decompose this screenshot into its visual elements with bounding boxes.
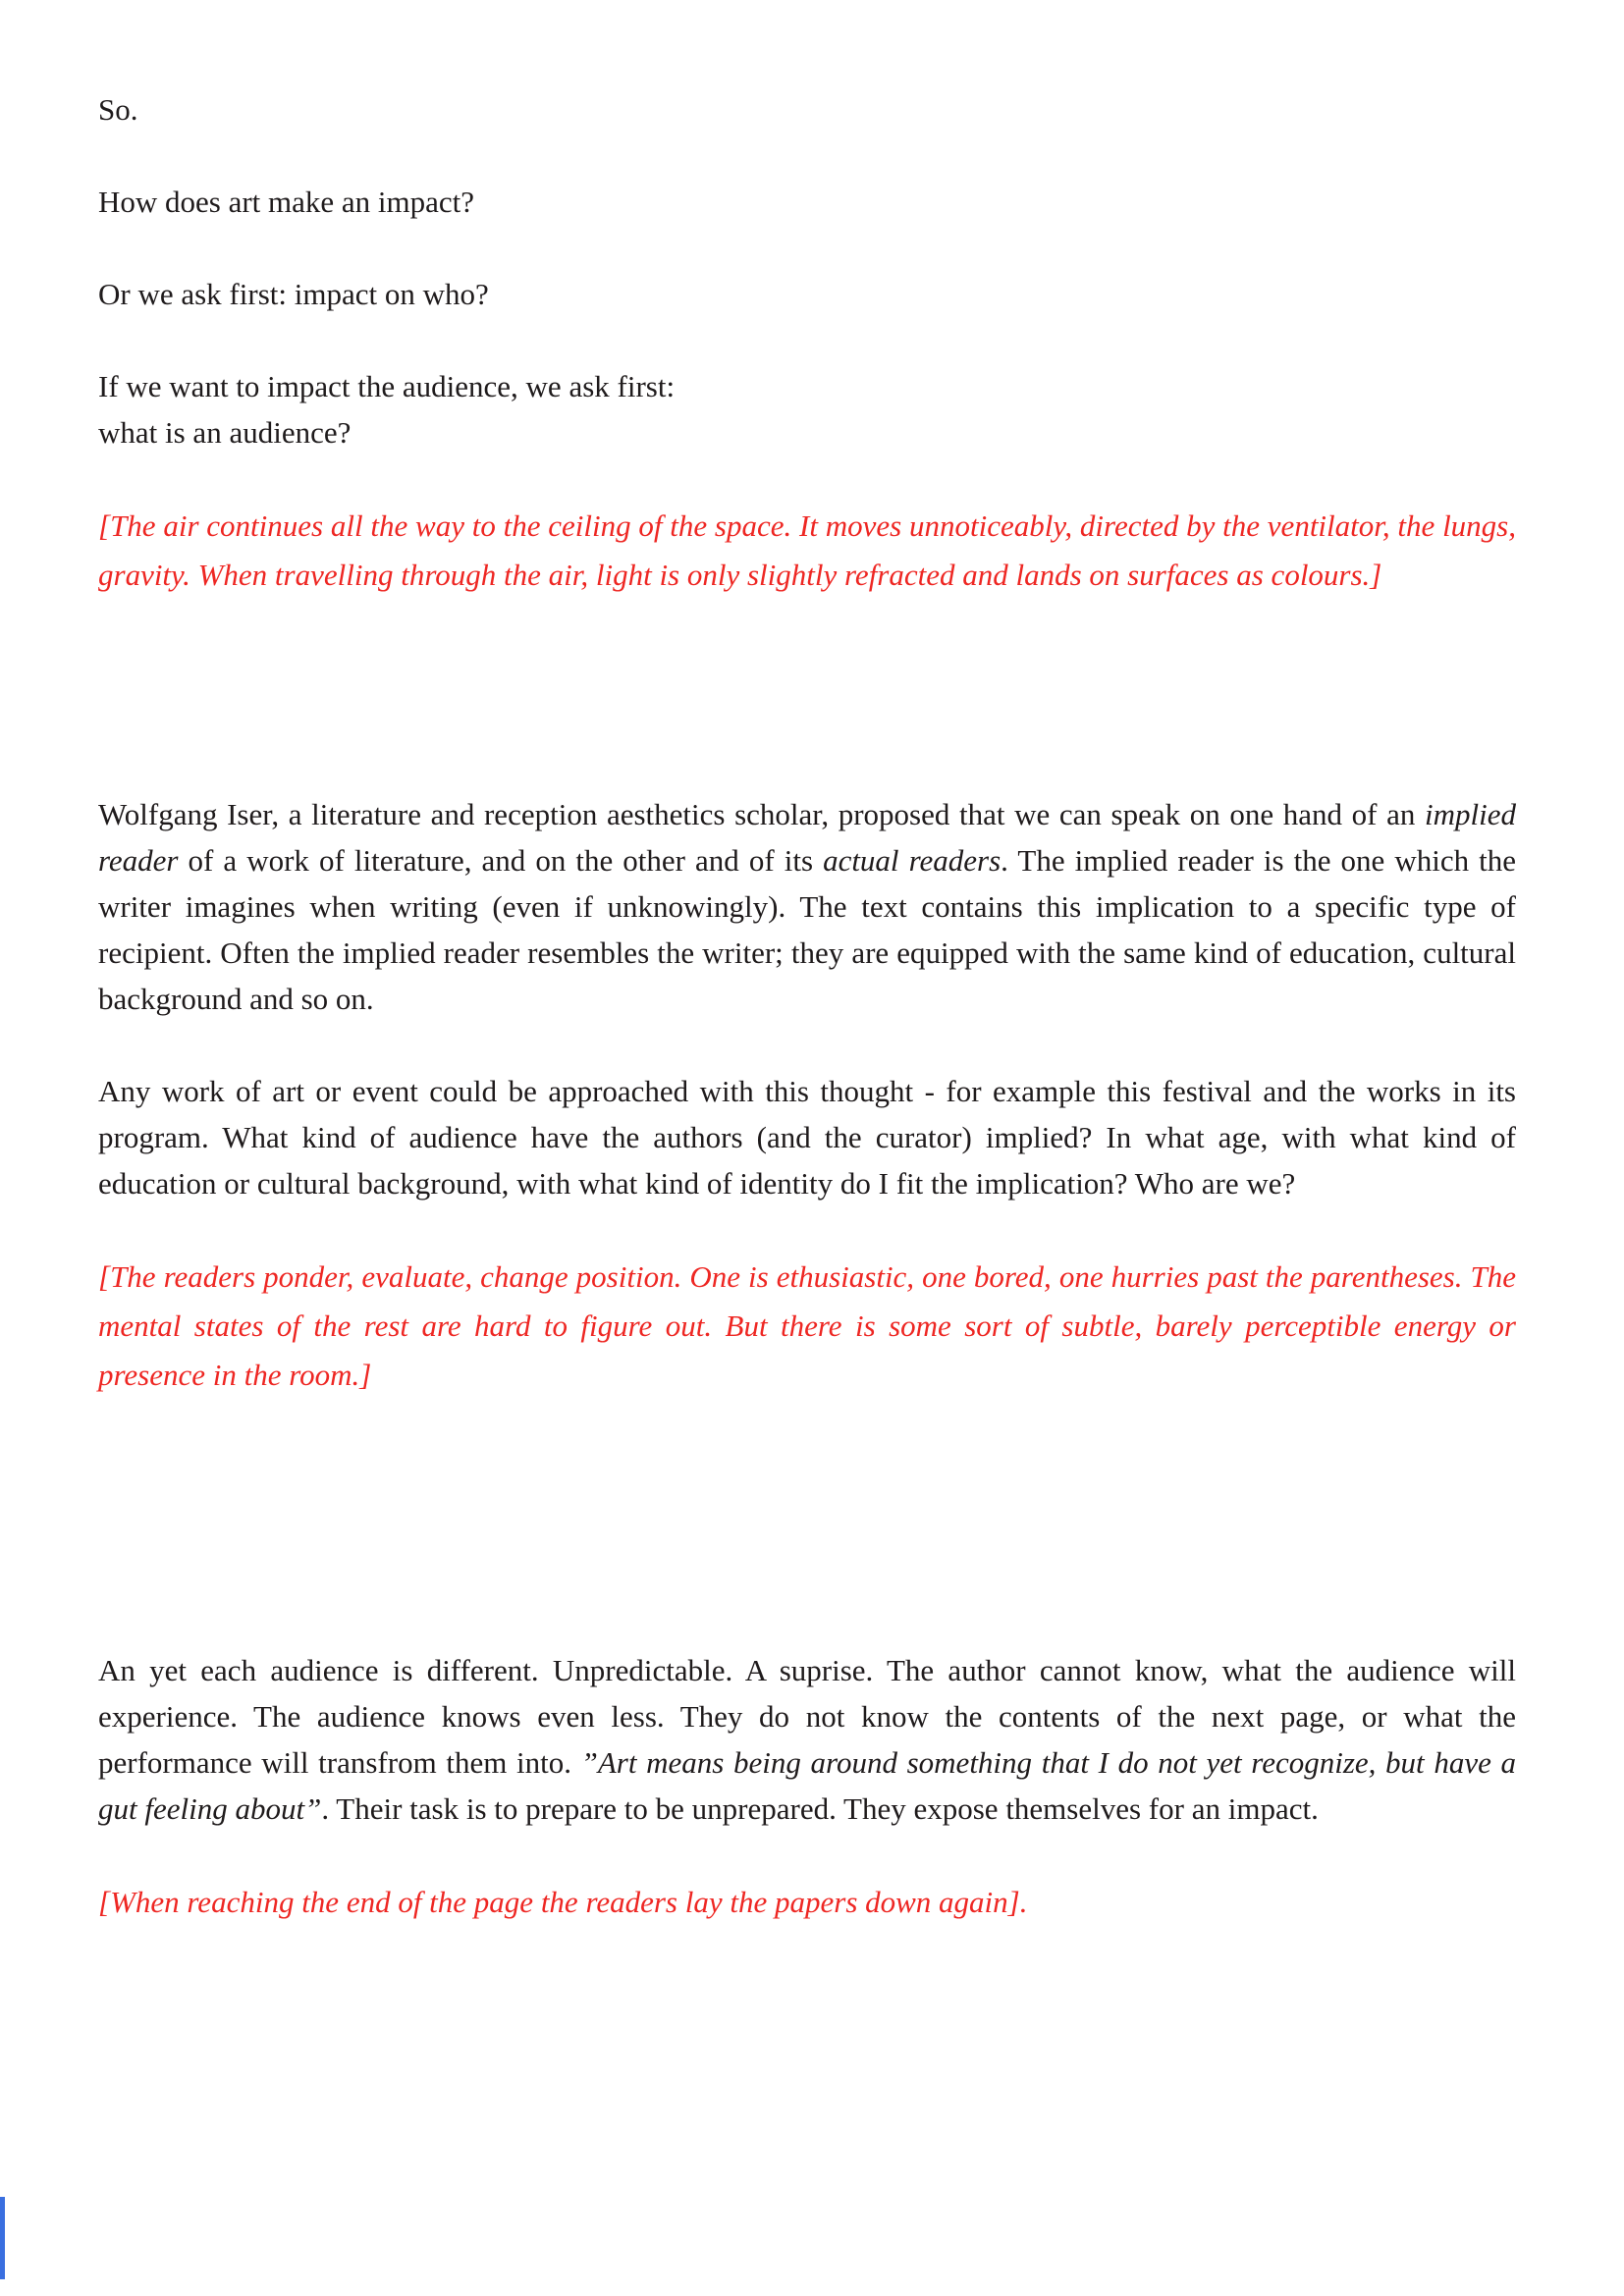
document-body xyxy=(98,86,1516,1973)
stage-direction-lay-papers-down xyxy=(98,1878,1516,1927)
text-run: So. xyxy=(98,92,138,127)
text-run: of a work of literature, and on the other and of its xyxy=(178,843,824,878)
emphasis-text: ”Art means being around something that I do not yet recognize, but have a gut feeling about” xyxy=(98,1745,1517,1826)
paragraph-wolfgang-iser xyxy=(98,791,1516,1022)
text-run: . Their task is to prepare to be unprepared. They expose themselves for an impact. xyxy=(321,1791,1319,1826)
stage-direction-air xyxy=(98,502,1516,600)
paragraph-impact-question xyxy=(98,179,1516,225)
paragraph-each-audience-different xyxy=(98,1647,1516,1832)
text-run: Wolfgang Iser, a literature and reception aesthetics scholar, proposed that we can speak on one hand of an xyxy=(98,797,1425,831)
text-run: Any work of art or event could be approached with this thought - for example this festival and the works in its program. What kind of audience have the authors (and the curator) implied? In what age, with what kind of education or cultural background, with what kind of identity do I fit the implication? Who are we? xyxy=(98,1074,1516,1201)
paragraph-impact-on-who xyxy=(98,271,1516,317)
text-run: Or we ask first: impact on who? xyxy=(98,277,489,311)
emphasis-text: implied reader xyxy=(98,797,1516,878)
paragraph-what-is-audience xyxy=(98,363,1516,455)
text-run: what is an audience? xyxy=(98,415,352,450)
text-run: . The implied reader is the one which the writer imagines when writing (even if unknowingly). The text contains this implication to a specific type of recipient. Often the implied reader resembles the writer; they are equipped with the same kind of education, cultural background and so on. xyxy=(98,843,1516,1016)
page-edge-accent-bar xyxy=(0,2197,5,2279)
text-run: If we want to impact the audience, we ask first: xyxy=(98,369,676,403)
paragraph-any-work-of-art xyxy=(98,1068,1516,1206)
text-run: [The air continues all the way to the ceiling of the space. It moves unnoticeably, directed by the ventilator, the lungs, gravity. When travelling through the air, light is only slightly refracted and lands on surfaces as colours.] xyxy=(98,508,1516,592)
text-run: [When reaching the end of the page the readers lay the papers down again]. xyxy=(98,1885,1028,1919)
stage-direction-readers-ponder xyxy=(98,1253,1516,1400)
paragraph-so xyxy=(98,86,1516,133)
text-run: How does art make an impact? xyxy=(98,185,475,219)
text-run: An yet each audience is different. Unpredictable. A suprise. The author cannot know, what the audience will experience. The audience knows even less. They do not know the contents of the next page, or what the performance will transfrom them into. xyxy=(98,1653,1516,1780)
emphasis-text: actual readers xyxy=(823,843,1001,878)
text-run: [The readers ponder, evaluate, change position. One is ethusiastic, one bored, one hurries past the parentheses. The mental states of the rest are hard to figure out. But there is some sort of subtle, barely perceptible energy or presence in the room.] xyxy=(98,1259,1516,1392)
